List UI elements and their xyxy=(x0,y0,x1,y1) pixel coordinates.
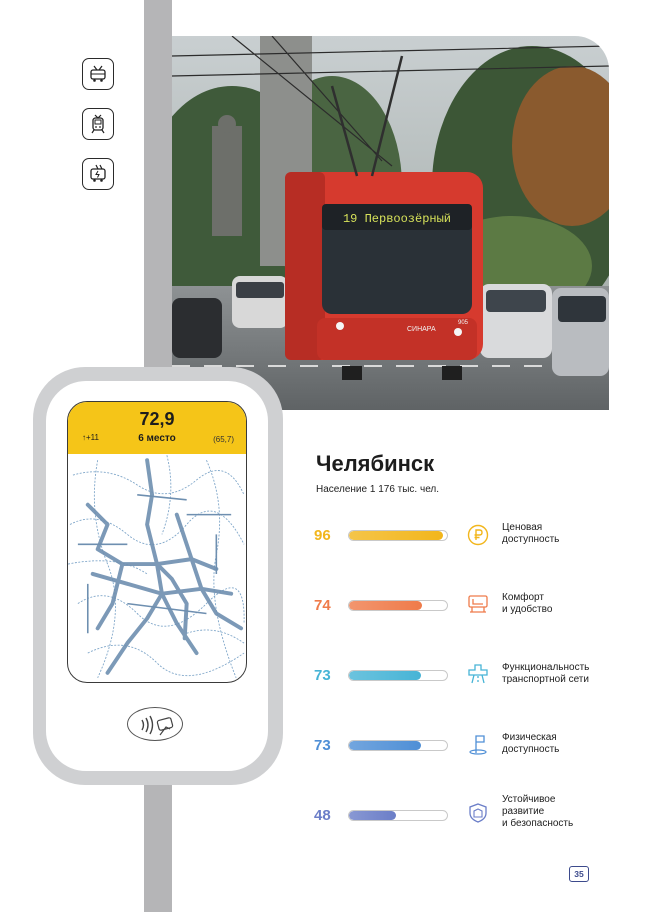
page-number: 35 xyxy=(569,866,589,882)
metric-bar-comfort xyxy=(348,600,448,611)
metric-fill xyxy=(349,811,396,820)
metric-fill xyxy=(349,531,443,540)
bus-seat-icon xyxy=(467,593,489,615)
validator-screen xyxy=(67,401,247,683)
score-header xyxy=(68,402,246,454)
electric-bus-icon xyxy=(82,158,114,190)
metric-value-comfort: 74 xyxy=(314,597,331,614)
previous-score: (65,7) xyxy=(213,435,234,444)
bus-stop-icon xyxy=(467,733,489,755)
bus-brand: СИНАРА xyxy=(407,326,436,333)
rank-change: ↑+11 xyxy=(82,433,99,442)
metric-value-price: 96 xyxy=(314,527,331,544)
metric-value-network: 73 xyxy=(314,667,331,684)
metric-value-physical: 73 xyxy=(314,737,331,754)
metric-fill xyxy=(349,671,421,680)
rank-label: 6 место xyxy=(138,433,176,444)
metric-label-sustainability: Устойчивое развитие и безопасность xyxy=(502,794,574,829)
contactless-pay-icon xyxy=(127,707,183,741)
metric-fill xyxy=(349,601,422,610)
metric-label-comfort: Комфорт и удобство xyxy=(502,592,553,615)
metric-label-network: Функциональность транспортной сети xyxy=(502,662,590,685)
shield-leaf-icon xyxy=(467,802,489,824)
trolleybus-icon xyxy=(82,58,114,90)
metric-fill xyxy=(349,741,421,750)
fleet-number: 905 xyxy=(458,320,469,326)
metric-bar-price xyxy=(348,530,448,541)
metric-label-price: Ценовая доступность xyxy=(502,522,560,545)
tram-icon xyxy=(82,108,114,140)
ruble-coin-icon xyxy=(467,524,489,546)
metric-label-physical: Физическая доступность xyxy=(502,732,560,755)
metric-value-sustainability: 48 xyxy=(314,807,331,824)
city-name: Челябинск xyxy=(316,451,435,476)
road-network-icon xyxy=(467,663,489,685)
metric-bar-sustainability xyxy=(348,810,448,821)
total-score: 72,9 xyxy=(139,409,175,429)
population: Население 1 176 тыс. чел. xyxy=(316,484,440,495)
metric-bar-network xyxy=(348,670,448,681)
route-display: 19 Первоозёрный xyxy=(342,212,452,226)
transport-network-map xyxy=(68,454,246,683)
trolleybus-photo xyxy=(172,36,609,410)
metric-bar-physical xyxy=(348,740,448,751)
